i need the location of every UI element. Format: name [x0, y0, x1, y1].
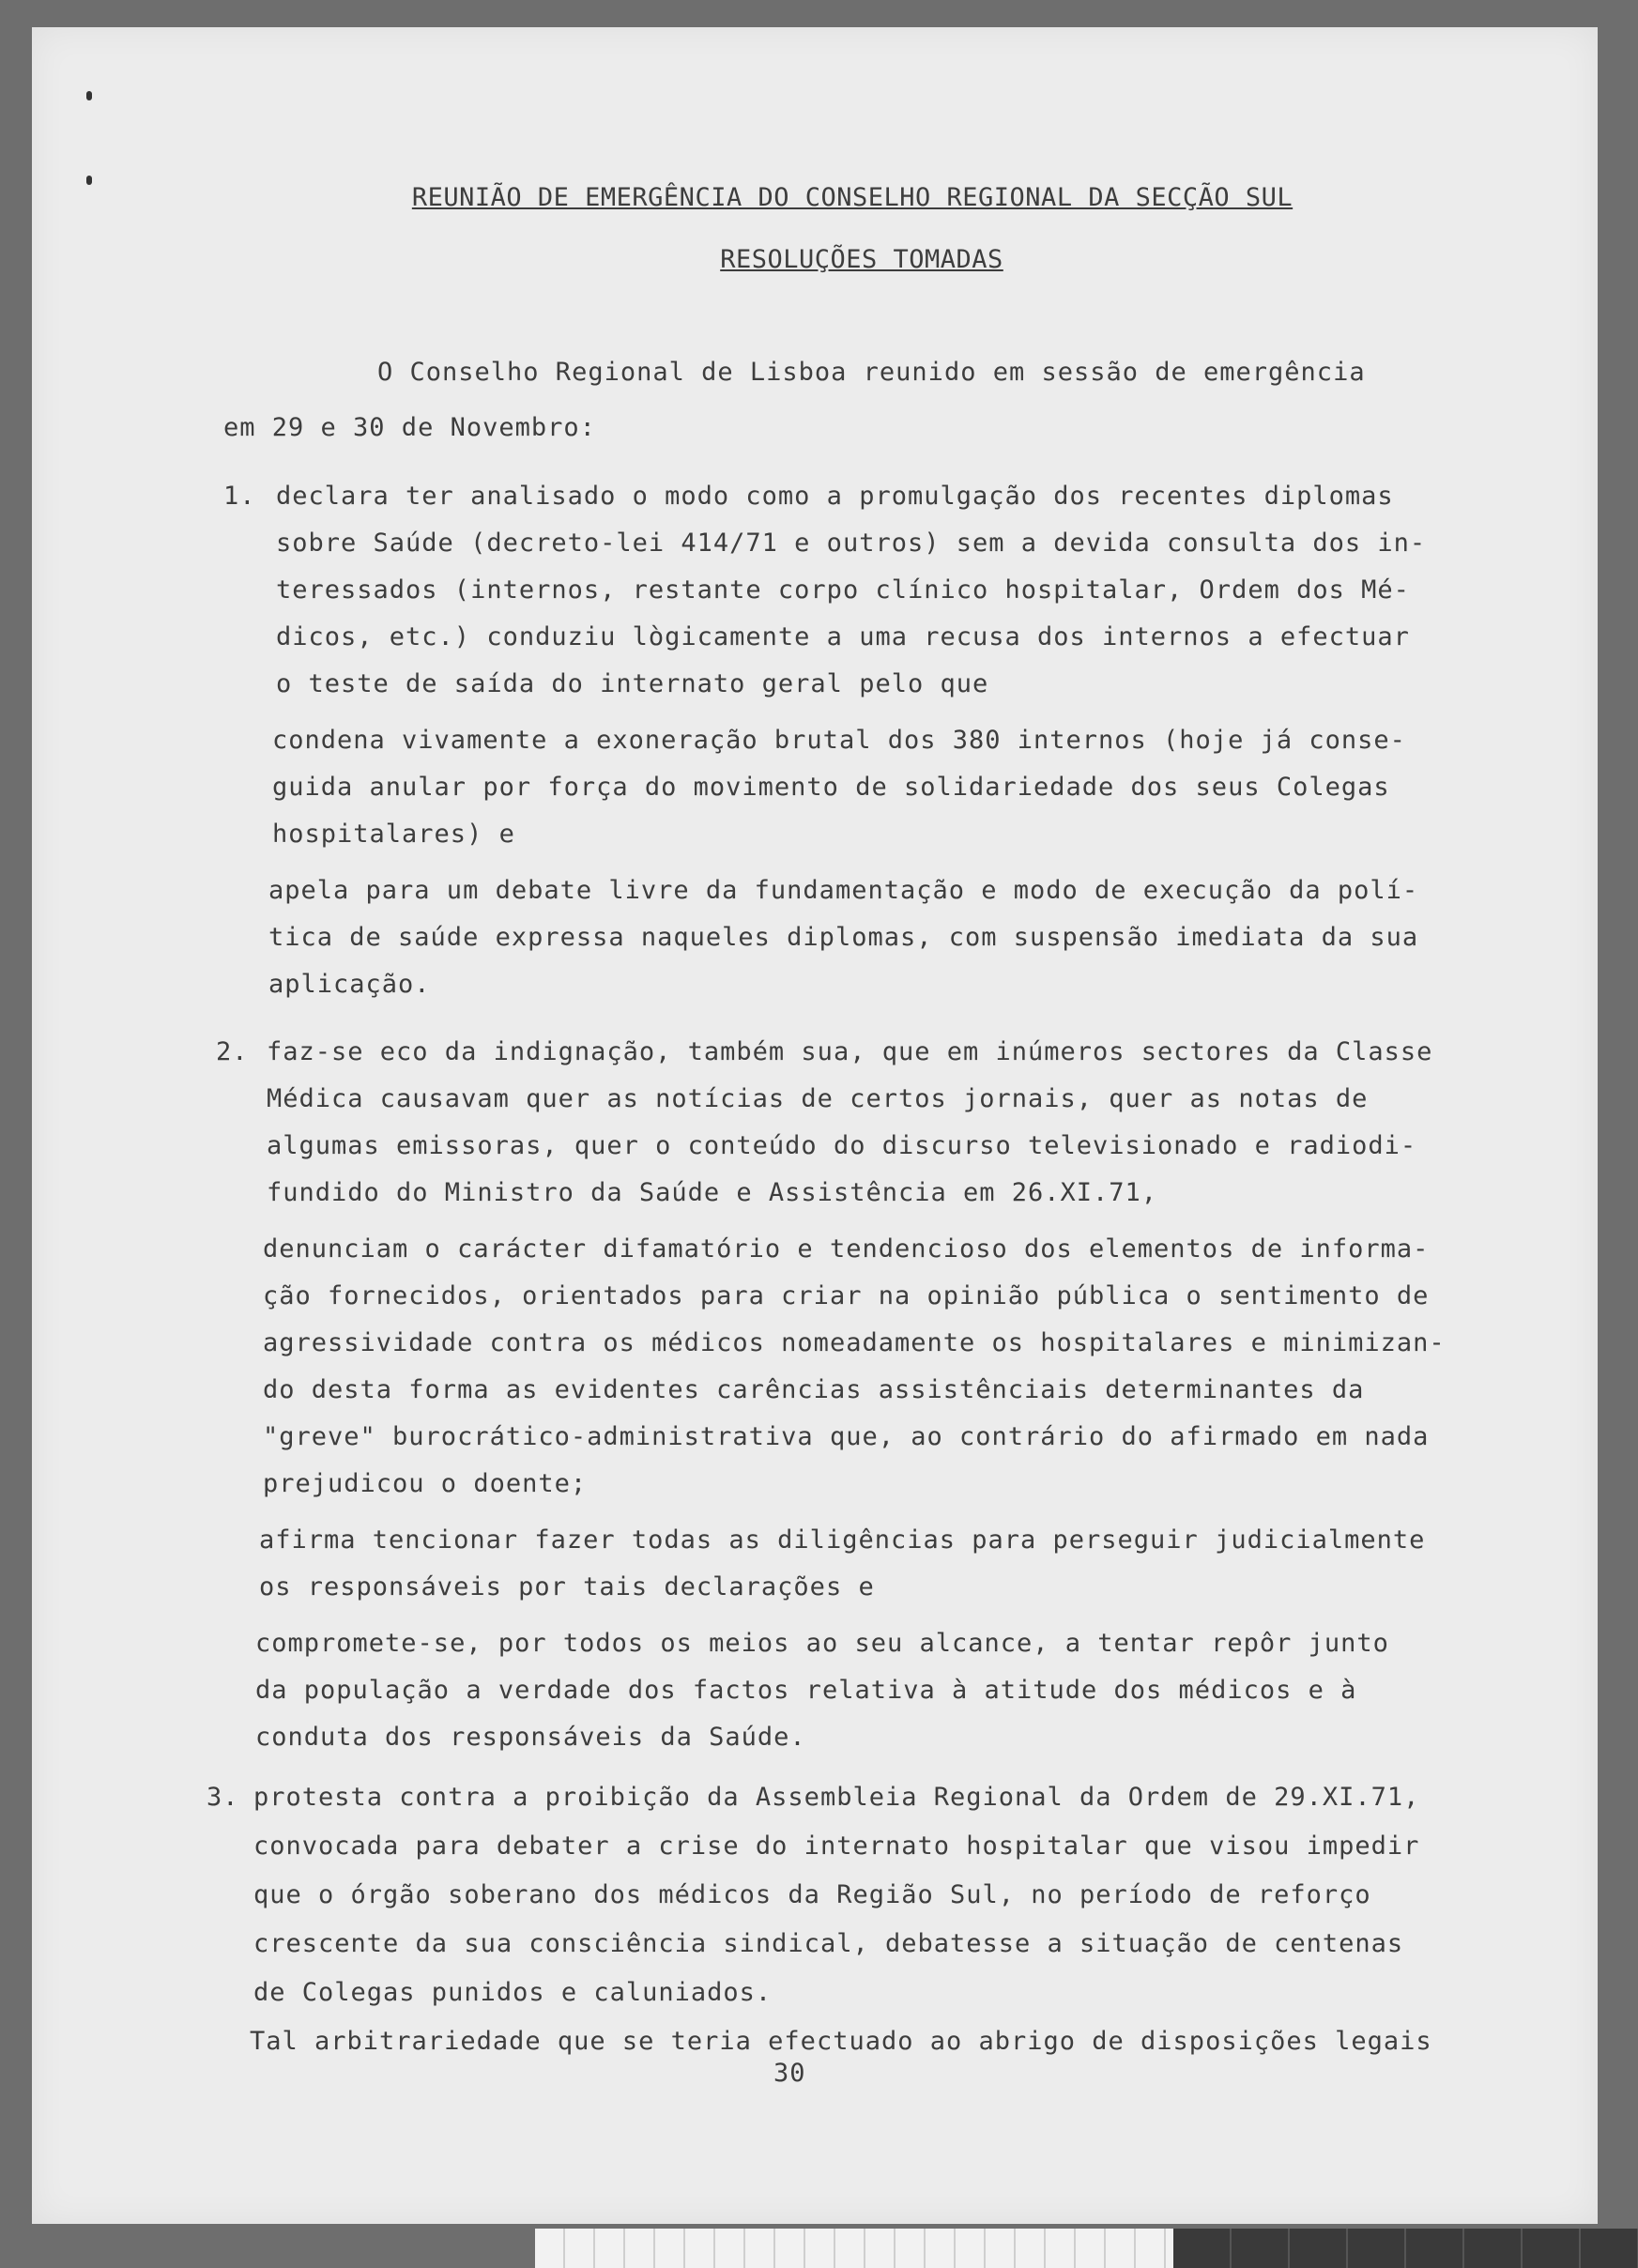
- item-line: condena vivamente a exoneração brutal dos 380 internos (hoje já conse-: [272, 726, 1406, 755]
- item-number: 3.: [207, 1783, 239, 1812]
- item-line: os responsáveis por tais declarações e: [259, 1572, 875, 1601]
- item-line: guida anular por força do movimento de solidariedade dos seus Colegas: [272, 773, 1390, 802]
- item-line: afirma tencionar fazer todas as diligências para perseguir judicialmente: [259, 1525, 1426, 1555]
- item-line: apela para um debate livre da fundamentação e modo de execução da polí-: [268, 876, 1419, 905]
- item-line: prejudicou o doente;: [263, 1469, 588, 1498]
- item-line: agressividade contra os médicos nomeadamente os hospitalares e minimizan-: [263, 1328, 1446, 1357]
- item-line: crescente da sua consciência sindical, debatesse a situação de centenas: [253, 1929, 1404, 1958]
- item-line: denunciam o carácter difamatório e tendencioso dos elementos de informa-: [263, 1234, 1430, 1264]
- item-line: Tal arbitrariedade que se teria efectuado ao abrigo de disposições legais: [250, 2027, 1432, 2056]
- item-line: Médica causavam quer as notícias de certos jornais, quer as notas de: [267, 1084, 1369, 1113]
- item-line: dicos, etc.) conduziu lògicamente a uma recusa dos internos a efectuar: [276, 622, 1410, 651]
- item-line: aplicação.: [268, 970, 431, 999]
- item-line: compromete-se, por todos os meios ao seu alcance, a tentar repôr junto: [255, 1629, 1389, 1658]
- item-number: 1.: [223, 482, 256, 511]
- item-line: algumas emissoras, quer o conteúdo do discurso televisionado e radiodi-: [267, 1131, 1417, 1160]
- item-line: sobre Saúde (decreto-lei 414/71 e outros) sem a devida consulta dos in-: [276, 529, 1427, 558]
- item-line: que o órgão soberano dos médicos da Região Sul, no período de reforço: [253, 1880, 1371, 1909]
- item-line: o teste de saída do internato geral pelo que: [276, 669, 989, 698]
- item-line: de Colegas punidos e caluniados.: [253, 1978, 773, 2007]
- document-title: REUNIÃO DE EMERGÊNCIA DO CONSELHO REGIONAL DA SECÇÃO SUL: [411, 183, 1294, 212]
- item-line: protesta contra a proibição da Assembleia Regional da Ordem de 29.XI.71,: [253, 1783, 1420, 1812]
- item-number: 2.: [216, 1037, 249, 1066]
- document-subtitle: RESOLUÇÕES TOMADAS: [720, 245, 1003, 274]
- intro-line: O Conselho Regional de Lisboa reunido em sessão de emergência: [377, 358, 1366, 387]
- item-line: hospitalares) e: [272, 820, 515, 849]
- item-line: "greve" burocrático-administrativa que, ao contrário do afirmado em nada: [263, 1422, 1430, 1451]
- item-line: tica de saúde expressa naqueles diplomas, com suspensão imediata da sua: [268, 923, 1419, 952]
- page-number: 30: [773, 2059, 806, 2088]
- scale-ruler-dark-section: [1173, 2229, 1638, 2268]
- item-line: faz-se eco da indignação, também sua, que em inúmeros sectores da Classe: [267, 1037, 1433, 1066]
- item-line: do desta forma as evidentes carências assistênciais determinantes da: [263, 1375, 1365, 1404]
- paper-sheet: [32, 27, 1598, 2224]
- item-line: ção fornecidos, orientados para criar na opinião pública o sentimento de: [263, 1281, 1430, 1310]
- intro-line: em 29 e 30 de Novembro:: [223, 413, 596, 442]
- scale-ruler: [535, 2229, 1638, 2268]
- item-line: da população a verdade dos factos relativa à atitude dos médicos e à: [255, 1676, 1357, 1705]
- item-line: declara ter analisado o modo como a promulgação dos recentes diplomas: [276, 482, 1394, 511]
- item-line: teressados (internos, restante corpo clínico hospitalar, Ordem dos Mé-: [276, 575, 1410, 605]
- item-line: convocada para debater a crise do internato hospitalar que visou impedir: [253, 1831, 1420, 1861]
- item-line: conduta dos responsáveis da Saúde.: [255, 1723, 806, 1752]
- item-line: fundido do Ministro da Saúde e Assistência em 26.XI.71,: [267, 1178, 1158, 1207]
- typed-document: [32, 27, 1598, 2224]
